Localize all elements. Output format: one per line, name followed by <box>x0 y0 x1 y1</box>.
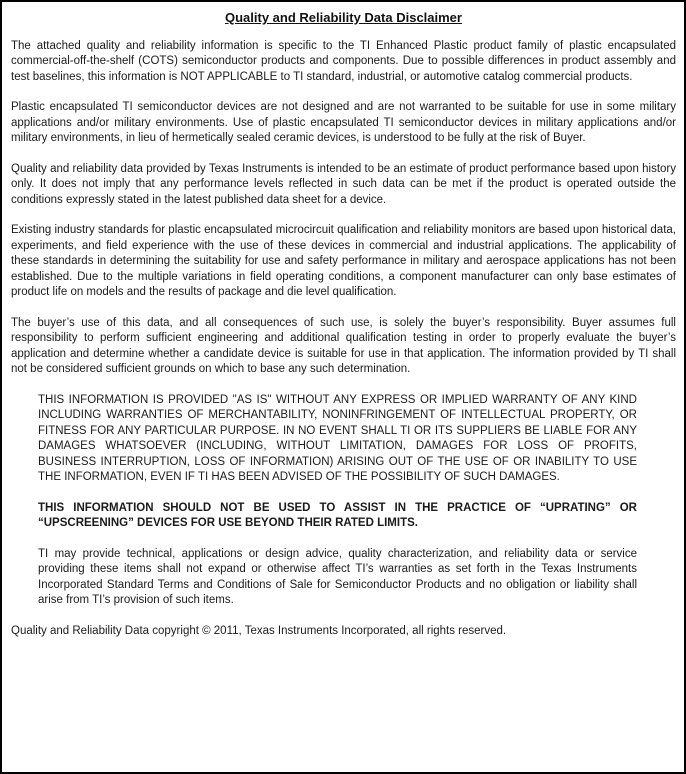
document-title: Quality and Reliability Data Disclaimer <box>225 10 462 25</box>
paragraph-military-use: Plastic encapsulated TI semiconductor devices are not designed and are not warranted to be suitable for use in some military applications and/or military environments. Use of plastic encapsulated TI semiconductor devices in military applications and/or military environments, in lieu of hermetically sealed ceramic devices, is understood to be fully at the risk of Buyer. <box>11 101 676 144</box>
paragraph-cots-scope: The attached quality and reliability information is specific to the TI Enhanced Plastic product family of plastic encapsulated commercial-off-the-shelf (COTS) semiconductor products and components. Due to possible differences in product assembly and test baselines, this information is NOT APPLICABLE to TI standard, industrial, or automotive catalog commercial products. <box>11 39 676 83</box>
copyright-line: Quality and Reliability Data copyright © 2011, Texas Instruments Incorporated, all rights reserved. <box>11 624 507 637</box>
paragraph-buyer-responsibility: The buyer’s use of this data, and all consequences of such use, is solely the buyer’s responsibility. Buyer assumes full responsibility to perform sufficient engineering and additional qualification testing in order to properly evaluate the buyer’s application and determine whether a candidate device is suitable for use in that application. The information provided by TI shall not be considered sufficient grounds on which to base any such determination. <box>11 316 676 375</box>
paragraph-performance-estimate: Quality and reliability data provided by Texas Instruments is intended to be an estimate of product performance based upon history only. It does not imply that any performance levels reflected in such data can be met if the product is operated outside the conditions expressly stated in the latest published data sheet for a device. <box>11 162 676 206</box>
paragraph-industry-standards: Existing industry standards for plastic encapsulated microcircuit qualification and reliability monitors are based upon historical data, experiments, and field experience with the use of these devices in commercial and industrial applications. The applicability of these standards in determining the suitability for use and safety performance in military and aerospace applications has not been established. Due to the multiple variations in field operating conditions, a component manufacturer can only base estimates of product life on models and the results of package and die level qualification. <box>11 224 676 298</box>
paragraph-as-is-disclaimer: THIS INFORMATION IS PROVIDED "AS IS" WITHOUT ANY EXPRESS OR IMPLIED WARRANTY OF ANY KIND INCLUDING WARRANTIES OF MERCHANTABILITY, NONINFRINGEMENT OF INTELLECTUAL PROPERTY, OR FITNESS FOR ANY PARTICULAR PURPOSE. IN NO EVENT SHALL TI OR ITS SUPPLIERS BE LIABLE FOR ANY DAMAGES WHATSOEVER (INCLUDING, WITHOUT LIMITATION, DAMAGES FOR LOSS OF PROFITS, BUSINESS INTERRUPTION, LOSS OF INFORMATION) ARISING OUT OF THE USE OF OR INABILITY TO USE THE INFORMATION, EVEN IF TI HAS BEEN ADVISED OF THE POSSIBILITY OF SUCH DAMAGES. <box>38 393 637 483</box>
legal-notice-block <box>38 393 637 609</box>
paragraph-uprating-warning: THIS INFORMATION SHOULD NOT BE USED TO ASSIST IN THE PRACTICE OF “UPRATING” OR “UPSCREENING” DEVICES FOR USE BEYOND THEIR RATED LIMITS. <box>38 501 637 529</box>
paragraph-advice-disclaimer: TI may provide technical, applications or design advice, quality characterization, and reliability data or service providing these items shall not expand or otherwise affect TI’s warranties as set forth in the Texas Instruments Incorporated Standard Terms and Conditions of Sale for Semiconductor Products and no obligation or liability shall arise from TI’s provision of such items. <box>38 547 637 606</box>
